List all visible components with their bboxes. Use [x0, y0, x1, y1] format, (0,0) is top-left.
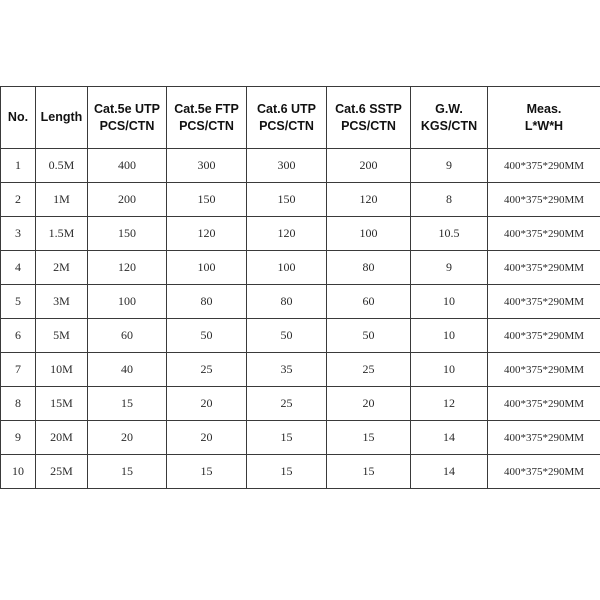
cell-length: 2M [36, 251, 88, 285]
cell-cat6-sstp: 20 [327, 387, 411, 421]
table-row [1, 149, 600, 183]
table-row [1, 455, 600, 489]
packing-spec-table [0, 86, 600, 489]
table-row [1, 285, 600, 319]
cell-cat5e-ftp: 25 [167, 353, 247, 387]
column-header-line: PCS/CTN [179, 118, 234, 133]
column-header-cat6-sstp [327, 87, 411, 149]
column-header-line: No. [7, 110, 29, 124]
column-header-line: PCS/CTN [259, 118, 314, 133]
cell-no: 6 [1, 319, 36, 353]
column-header-length [36, 87, 88, 149]
cell-no: 1 [1, 149, 36, 183]
cell-measurement: 400*375*290MM [488, 387, 600, 421]
table-row [1, 183, 600, 217]
cell-measurement: 400*375*290MM [488, 217, 600, 251]
cell-cat5e-ftp: 120 [167, 217, 247, 251]
cell-no: 8 [1, 387, 36, 421]
cell-cat5e-ftp: 15 [167, 455, 247, 489]
cell-measurement: 400*375*290MM [488, 455, 600, 489]
table-body [1, 149, 600, 489]
cell-length: 25M [36, 455, 88, 489]
cell-length: 1.5M [36, 217, 88, 251]
cell-cat6-sstp: 15 [327, 455, 411, 489]
cell-no: 7 [1, 353, 36, 387]
column-header-line: Cat.6 UTP [256, 101, 317, 116]
cell-cat5e-ftp: 20 [167, 387, 247, 421]
column-header-line: G.W. [435, 101, 463, 116]
cell-cat6-utp: 50 [247, 319, 327, 353]
cell-cat5e-utp: 20 [88, 421, 167, 455]
cell-cat6-utp: 150 [247, 183, 327, 217]
cell-no: 9 [1, 421, 36, 455]
cell-gross-weight: 12 [411, 387, 488, 421]
cell-length: 0.5M [36, 149, 88, 183]
cell-measurement: 400*375*290MM [488, 319, 600, 353]
column-header-line: Length [40, 110, 83, 124]
cell-cat6-sstp: 60 [327, 285, 411, 319]
cell-cat5e-ftp: 20 [167, 421, 247, 455]
column-header-cat6-utp [247, 87, 327, 149]
column-header-line: KGS/CTN [420, 118, 478, 133]
cell-cat6-sstp: 200 [327, 149, 411, 183]
column-header-cat5e-utp [88, 87, 167, 149]
cell-cat6-sstp: 15 [327, 421, 411, 455]
cell-gross-weight: 14 [411, 421, 488, 455]
cell-length: 10M [36, 353, 88, 387]
cell-length: 5M [36, 319, 88, 353]
cell-gross-weight: 10 [411, 319, 488, 353]
cell-cat5e-utp: 400 [88, 149, 167, 183]
cell-cat5e-utp: 60 [88, 319, 167, 353]
cell-gross-weight: 8 [411, 183, 488, 217]
cell-cat6-utp: 15 [247, 421, 327, 455]
column-header-cat5e-ftp [167, 87, 247, 149]
cell-length: 20M [36, 421, 88, 455]
cell-cat6-utp: 80 [247, 285, 327, 319]
column-header-line: Meas. [526, 101, 562, 116]
cell-cat5e-ftp: 80 [167, 285, 247, 319]
cell-cat6-sstp: 80 [327, 251, 411, 285]
table-row [1, 387, 600, 421]
column-header-line: PCS/CTN [99, 118, 155, 133]
cell-measurement: 400*375*290MM [488, 149, 600, 183]
cell-cat5e-ftp: 150 [167, 183, 247, 217]
table-header [1, 87, 600, 149]
cell-cat5e-utp: 200 [88, 183, 167, 217]
cell-no: 10 [1, 455, 36, 489]
cell-gross-weight: 14 [411, 455, 488, 489]
cell-length: 3M [36, 285, 88, 319]
table-row [1, 319, 600, 353]
table-row [1, 353, 600, 387]
column-header-line: Cat.6 SSTP [335, 101, 402, 116]
column-header-line: PCS/CTN [341, 118, 396, 133]
cell-no: 5 [1, 285, 36, 319]
cell-no: 2 [1, 183, 36, 217]
cell-gross-weight: 10.5 [411, 217, 488, 251]
cell-measurement: 400*375*290MM [488, 183, 600, 217]
cell-cat6-sstp: 50 [327, 319, 411, 353]
column-header-measurement [488, 87, 600, 149]
cell-cat5e-utp: 15 [88, 387, 167, 421]
cell-gross-weight: 9 [411, 149, 488, 183]
cell-measurement: 400*375*290MM [488, 421, 600, 455]
cell-cat5e-ftp: 50 [167, 319, 247, 353]
cell-no: 4 [1, 251, 36, 285]
cell-no: 3 [1, 217, 36, 251]
cell-cat6-utp: 25 [247, 387, 327, 421]
cell-cat6-sstp: 25 [327, 353, 411, 387]
cell-length: 15M [36, 387, 88, 421]
header-row [1, 87, 600, 149]
cell-cat5e-utp: 40 [88, 353, 167, 387]
cell-cat5e-utp: 150 [88, 217, 167, 251]
cell-length: 1M [36, 183, 88, 217]
column-header-line: Cat.5e FTP [174, 101, 239, 116]
column-header-gross-weight [411, 87, 488, 149]
cell-cat5e-utp: 120 [88, 251, 167, 285]
cell-cat5e-ftp: 300 [167, 149, 247, 183]
cell-cat5e-ftp: 100 [167, 251, 247, 285]
cell-gross-weight: 10 [411, 353, 488, 387]
table-row [1, 421, 600, 455]
cell-cat6-utp: 15 [247, 455, 327, 489]
column-header-line: L*W*H [524, 118, 564, 133]
cell-gross-weight: 10 [411, 285, 488, 319]
cell-gross-weight: 9 [411, 251, 488, 285]
column-header-line: Cat.5e UTP [94, 101, 160, 116]
cell-measurement: 400*375*290MM [488, 251, 600, 285]
packing-spec-sheet [0, 86, 600, 489]
table-row [1, 217, 600, 251]
table-row [1, 251, 600, 285]
column-header-no [1, 87, 36, 149]
cell-measurement: 400*375*290MM [488, 353, 600, 387]
cell-cat6-utp: 120 [247, 217, 327, 251]
cell-cat5e-utp: 15 [88, 455, 167, 489]
cell-measurement: 400*375*290MM [488, 285, 600, 319]
cell-cat6-utp: 35 [247, 353, 327, 387]
cell-cat6-utp: 300 [247, 149, 327, 183]
cell-cat6-utp: 100 [247, 251, 327, 285]
cell-cat5e-utp: 100 [88, 285, 167, 319]
cell-cat6-sstp: 120 [327, 183, 411, 217]
cell-cat6-sstp: 100 [327, 217, 411, 251]
